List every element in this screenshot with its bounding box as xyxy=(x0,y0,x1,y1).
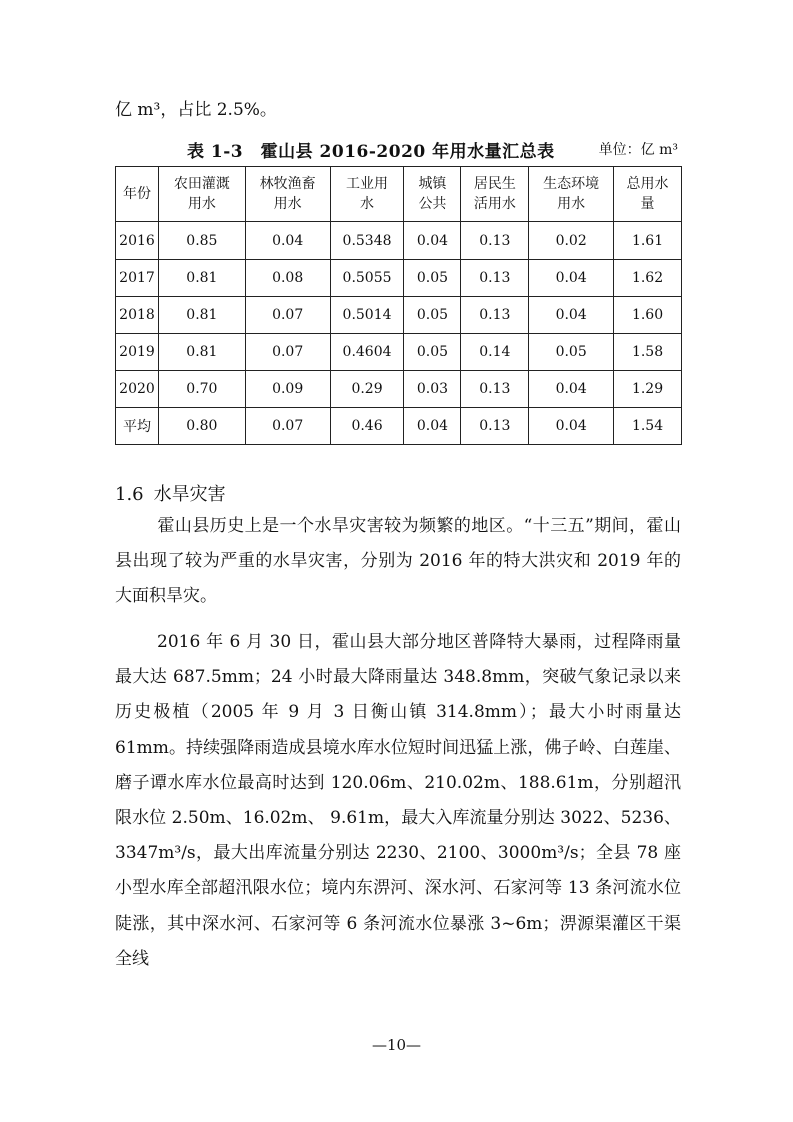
cell-year: 平均 xyxy=(116,408,159,445)
header-year: 年份 xyxy=(116,167,159,222)
header-residential: 居民生 活用水 xyxy=(461,167,529,222)
header-farmland-irrigation: 农田灌溉 用水 xyxy=(158,167,245,222)
cell-value: 0.07 xyxy=(245,408,330,445)
cell-value: 0.04 xyxy=(245,222,330,260)
cell-value: 0.04 xyxy=(529,297,614,334)
cell-value: 0.81 xyxy=(158,334,245,371)
section-number: 1.6 xyxy=(115,484,144,505)
cell-value: 0.04 xyxy=(404,222,461,260)
cell-value: 0.13 xyxy=(461,222,529,260)
cell-total: 1.58 xyxy=(614,334,682,371)
paragraph-text: 2016 年 6 月 30 日，霍山县大部分地区普降特大暴雨，过程降雨量最大达 687.5mm；24 小时最大降雨量达 348.8mm，突破气象记录以来历史极植（2005 年 9 月 3 日衡山镇 314.8mm）；最大小时雨量达 61mm。持续强降雨造成县境水库水位短时间迅猛上涨，佛子岭、白莲崖、磨子谭水库水位最高时达到 120.06m、210.02m、188.61m，分别超汛限水位 2.50m、16.02m、 9.61m，最大入库流量分别达 3022、5236、3347m³/s，最大出库流量分别达 2230、2100、3000m³/s；全县 78 座小型水库全部超汛限水位；境内东淠河、深水河、石家河等 13 条河流水位陡涨，其中深水河、石家河等 6 条河流水位暴涨 3~6m；淠源渠灌区干渠全线 xyxy=(115,632,681,969)
cell-value: 0.09 xyxy=(245,371,330,408)
table-row xyxy=(116,297,682,334)
cell-year: 2017 xyxy=(116,260,159,297)
table-caption: 表 1-3 霍山县 2016-2020 年用水量汇总表 xyxy=(187,142,555,162)
cell-total: 1.54 xyxy=(614,408,682,445)
cell-value: 0.14 xyxy=(461,334,529,371)
paragraph xyxy=(115,625,681,977)
cell-year: 2020 xyxy=(116,371,159,408)
cell-value: 0.85 xyxy=(158,222,245,260)
cell-value: 0.04 xyxy=(529,371,614,408)
cell-value: 0.07 xyxy=(245,334,330,371)
cell-value: 0.04 xyxy=(404,408,461,445)
cell-value: 0.29 xyxy=(330,371,404,408)
table-row-average xyxy=(116,408,682,445)
table-row xyxy=(116,260,682,297)
cell-value: 0.80 xyxy=(158,408,245,445)
cell-value: 0.02 xyxy=(529,222,614,260)
cell-value: 0.05 xyxy=(404,297,461,334)
cell-value: 0.5014 xyxy=(330,297,404,334)
table-header-row xyxy=(116,167,682,222)
cell-value: 0.03 xyxy=(404,371,461,408)
table-caption-row xyxy=(115,137,680,161)
cell-value: 0.70 xyxy=(158,371,245,408)
cell-value: 0.81 xyxy=(158,260,245,297)
paragraph xyxy=(115,509,681,615)
table-row xyxy=(116,371,682,408)
section-title: 水旱灾害 xyxy=(153,484,226,505)
header-industrial: 工业用 水 xyxy=(330,167,404,222)
table-row xyxy=(116,334,682,371)
cell-value: 0.81 xyxy=(158,297,245,334)
cell-value: 0.5055 xyxy=(330,260,404,297)
cell-value: 0.05 xyxy=(404,260,461,297)
header-ecological: 生态环境 用水 xyxy=(529,167,614,222)
cell-value: 0.13 xyxy=(461,297,529,334)
intro-line: 亿 m³，占比 2.5%。 xyxy=(115,100,277,120)
cell-value: 0.07 xyxy=(245,297,330,334)
cell-value: 0.13 xyxy=(461,260,529,297)
table-unit: 单位：亿 m³ xyxy=(598,142,678,158)
cell-value: 0.05 xyxy=(529,334,614,371)
cell-value: 0.04 xyxy=(529,408,614,445)
header-urban-public: 城镇 公共 xyxy=(404,167,461,222)
cell-total: 1.60 xyxy=(614,297,682,334)
cell-value: 0.5348 xyxy=(330,222,404,260)
header-forestry-livestock: 林牧渔畜 用水 xyxy=(245,167,330,222)
cell-year: 2018 xyxy=(116,297,159,334)
cell-value: 0.46 xyxy=(330,408,404,445)
cell-value: 0.13 xyxy=(461,408,529,445)
cell-total: 1.61 xyxy=(614,222,682,260)
cell-value: 0.05 xyxy=(404,334,461,371)
cell-value: 0.13 xyxy=(461,371,529,408)
header-total: 总用水 量 xyxy=(614,167,682,222)
cell-year: 2016 xyxy=(116,222,159,260)
cell-value: 0.4604 xyxy=(330,334,404,371)
cell-value: 0.08 xyxy=(245,260,330,297)
cell-total: 1.29 xyxy=(614,371,682,408)
page-number: —10— xyxy=(371,1036,422,1054)
table-row xyxy=(116,222,682,260)
cell-year: 2019 xyxy=(116,334,159,371)
water-usage-table xyxy=(115,166,682,445)
cell-value: 0.04 xyxy=(529,260,614,297)
cell-total: 1.62 xyxy=(614,260,682,297)
paragraph-text: 霍山县历史上是一个水旱灾害较为频繁的地区。“十三五”期间，霍山县出现了较为严重的水旱灾害，分别为 2016 年的特大洪灾和 2019 年的大面积旱灾。 xyxy=(115,516,681,607)
section-heading xyxy=(115,480,226,506)
